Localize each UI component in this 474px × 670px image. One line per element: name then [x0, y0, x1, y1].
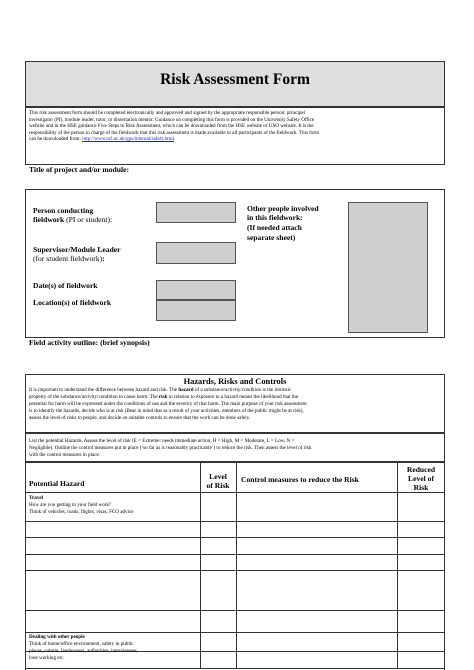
others-title: Dealing with other people	[29, 634, 85, 640]
hazards-para-line-5: assess the level of risks to people, and decide on suitable controls to ensure that the work can be done safely.	[29, 415, 251, 421]
person-conducting-field[interactable]	[156, 202, 236, 223]
person-conducting-rest: (PI or student):	[64, 215, 113, 224]
hazards-line2-c: in relation to exposure to a hazard means the likelihood that the	[167, 394, 299, 400]
hazards-line2-b: risk	[158, 394, 168, 400]
project-title-label: Title of project and/or module:	[29, 165, 129, 174]
intro-line-5	[29, 136, 175, 142]
table-col-divider-1	[200, 462, 201, 669]
table-row-divider-5	[25, 610, 445, 611]
hazards-line1-b: hazard	[178, 387, 194, 393]
activity-outline-label: Field activity outline: (brief synopsis)	[29, 338, 150, 347]
hazards-para-line-3: potential for harm will be expressed under the conditions of use and the severity of that harm. The main purpose of your risk assessment	[29, 401, 307, 407]
others-line-1: Think of home/office environment, safety in public	[29, 641, 134, 647]
form-title: Risk Assessment Form	[160, 71, 310, 88]
travel-line-1: How are you getting to your field work?	[29, 502, 112, 508]
col-header-control-measures: Control measures to reduce the Risk	[241, 475, 359, 484]
table-col-divider-2	[236, 462, 237, 669]
risk-assessment-form	[25, 61, 445, 669]
other-people-label-line2: in this fieldwork:	[247, 213, 303, 222]
table-col-divider-3	[397, 462, 398, 669]
table-row-divider-6	[25, 632, 445, 633]
others-line-2: places, culture, landowners, authorities, interviewees,	[29, 648, 139, 654]
col-header-reduced-line1: Reduced	[406, 465, 436, 474]
instruction-line-3: with the control measures in place.	[29, 452, 101, 458]
dates-field[interactable]	[156, 280, 236, 300]
instruction-line-2: Negligible). Outline the control measures put in place (‘so far as is reasonably practicable’) to reduce the risk. Then assess the level of risk	[29, 445, 312, 451]
travel-title: Travel	[29, 495, 44, 501]
intro-line-4: responsibility of the person in charge of the fieldwork that this risk assessment is made available to all participants of the fieldwork. This form	[29, 129, 320, 136]
others-line-3: lone working etc.	[29, 655, 65, 661]
table-left-border	[25, 462, 26, 670]
table-right-border	[444, 462, 445, 670]
table-row-divider-2	[25, 537, 445, 538]
other-people-label-line1: Other people involved	[247, 204, 319, 213]
person-conducting-bold: fieldwork	[33, 215, 65, 224]
person-conducting-label-line2	[33, 215, 112, 224]
table-row-divider-3	[25, 554, 445, 555]
col-header-reduced-line3: Risk	[413, 483, 429, 492]
supervisor-label-line1: Supervisor/Module Leader	[33, 245, 121, 254]
instruction-line-1: List the potential Hazards. Assess the level of risk (E = Extreme: needs immediate action, H = High, M = Moderate, L = Low, N =	[29, 438, 295, 444]
locations-field[interactable]	[156, 300, 236, 321]
intro-line-5-suffix: .	[174, 136, 176, 142]
hazards-para-line-2	[29, 394, 298, 400]
hazards-heading: Hazards, Risks and Controls	[183, 377, 287, 386]
hazards-para-line-4: is to identify the hazards, decide who is at risk (Bear in mind that as a result of your activities, members of the public might be at risk),	[29, 408, 304, 414]
other-people-label-line4: separate sheet)	[247, 233, 296, 242]
locations-label: Location(s) of fieldwork	[33, 298, 112, 307]
col-header-level-line2: of Risk	[206, 481, 230, 490]
other-people-field[interactable]	[348, 202, 428, 333]
dates-label: Date(s) of fieldwork	[33, 281, 98, 290]
intro-line-5-prefix: can be downloaded from:	[29, 136, 83, 142]
supervisor-label-normal: (for student fieldwork)	[33, 254, 103, 263]
hazard-table	[25, 462, 445, 669]
table-row-divider-4	[25, 570, 445, 571]
supervisor-field[interactable]	[156, 242, 236, 264]
intro-line-1: This risk assessment form should be completed electronically and approved and signed by the appropriate responsible person: principal	[29, 110, 305, 116]
travel-line-2: Think of vehicles, roads, flights, visas, FCO advice	[29, 509, 134, 515]
col-header-reduced-line2: Level of	[408, 474, 434, 483]
table-header-divider	[25, 492, 445, 493]
intro-line-2: investigator (PI), module leader, tutor, or dissertation mentor. Guidance on completing this form is provided on the University Safety Office	[29, 116, 315, 123]
intro-line-3: website and in the HSE guidance Five Steps to Risk Assessment, which can be downloaded from the HSE website or USO website. It is the	[29, 123, 314, 129]
hazards-line1-a: It is important to understand the difference between hazard and risk. The	[29, 387, 179, 393]
supervisor-label-line2	[33, 254, 105, 263]
person-conducting-label-line1: Person conducting	[33, 206, 94, 215]
col-header-potential-hazard: Potential Hazard	[29, 479, 85, 488]
other-people-label-line3: (If needed attach	[247, 223, 302, 232]
hazards-line1-c: of a substance/activity/condition is the intrinsic	[193, 387, 292, 393]
col-header-level-line1: Level	[209, 472, 227, 481]
supervisor-label-colon: :	[102, 254, 105, 263]
hazards-line2-a: property of the substance/activity/condition to cause harm. The	[29, 394, 159, 400]
hazards-para-line-1	[29, 387, 291, 393]
table-row-divider-1	[25, 521, 445, 522]
safety-website-link[interactable]: http://www.ncl.ac.uk/gps/internal/safety.html	[82, 136, 175, 142]
